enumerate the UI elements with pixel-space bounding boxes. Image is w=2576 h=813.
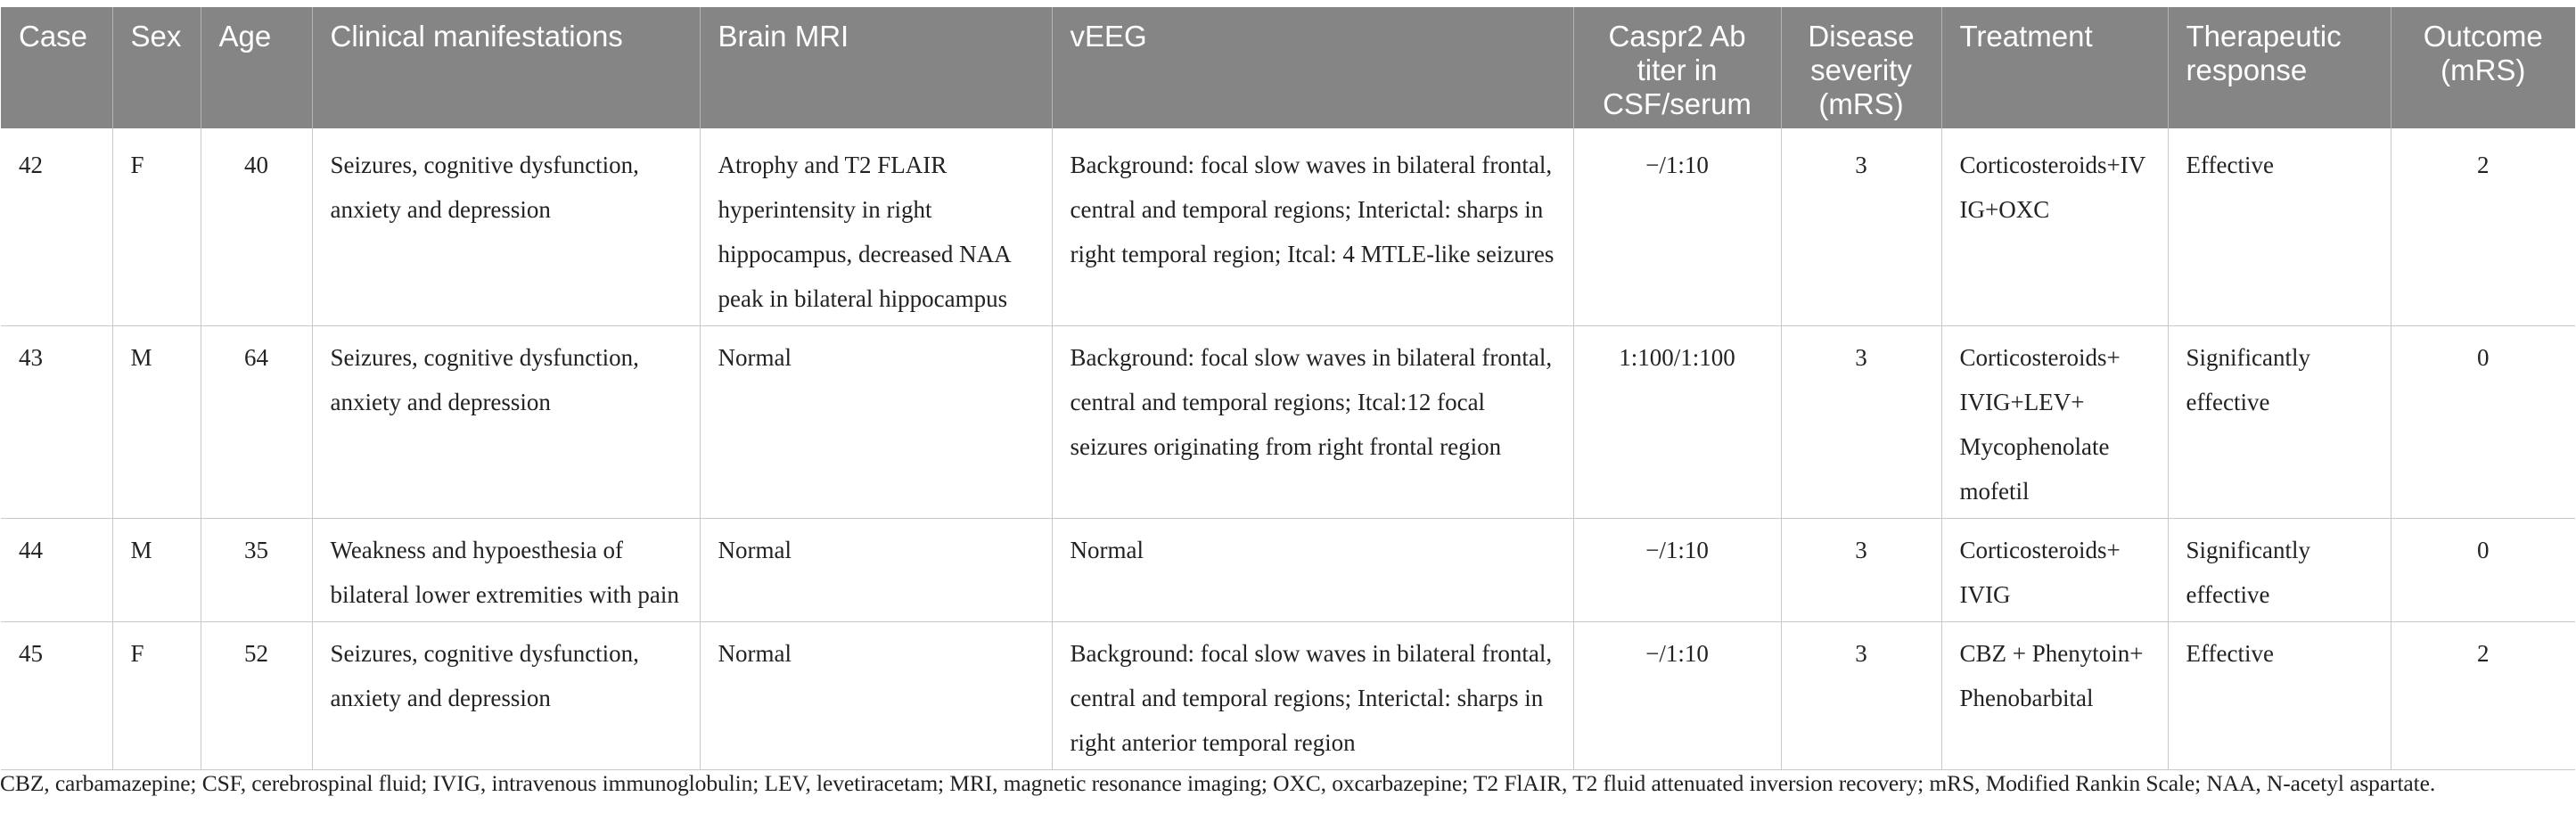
- cell-mri: Normal: [700, 519, 1052, 622]
- cell-case: 44: [1, 519, 112, 622]
- cell-treatment: Corticosteroids+ IVIG+LEV+ Mycophenolate mofetil: [1941, 326, 2168, 519]
- cell-sex: F: [112, 128, 201, 326]
- table-row: [1, 326, 2575, 519]
- cell-case: 45: [1, 622, 112, 770]
- clinical-data-table: [1, 7, 2575, 770]
- cell-sex: F: [112, 622, 201, 770]
- header-sex: Sex: [112, 7, 201, 128]
- header-brain-mri: Brain MRI: [700, 7, 1052, 128]
- header-treatment: Treatment: [1941, 7, 2168, 128]
- header-caspr2-titer: Caspr2 Ab titer in CSF/serum: [1573, 7, 1781, 128]
- cell-outcome: 2: [2391, 622, 2575, 770]
- table-row: [1, 128, 2575, 326]
- cell-age: 35: [201, 519, 312, 622]
- cell-response: Effective: [2168, 128, 2391, 326]
- cell-case: 42: [1, 128, 112, 326]
- header-age: Age: [201, 7, 312, 128]
- cell-clinical: Seizures, cognitive dysfunction, anxiety and depression: [312, 326, 700, 519]
- cell-response: Effective: [2168, 622, 2391, 770]
- cell-mri: Normal: [700, 326, 1052, 519]
- cell-mri: Atrophy and T2 FLAIR hyperintensity in right hippocampus, decreased NAA peak in bilateral hippocampus: [700, 128, 1052, 326]
- cell-severity: 3: [1781, 326, 1941, 519]
- header-outcome: Outcome (mRS): [2391, 7, 2575, 128]
- cell-outcome: 0: [2391, 326, 2575, 519]
- table-header-row: [1, 7, 2575, 128]
- cell-severity: 3: [1781, 622, 1941, 770]
- cell-titer: −/1:10: [1573, 519, 1781, 622]
- cell-veeg: Normal: [1052, 519, 1573, 622]
- header-clinical-manifestations: Clinical manifestations: [312, 7, 700, 128]
- cell-age: 52: [201, 622, 312, 770]
- cell-treatment: Corticosteroids+IVIG+OXC: [1941, 128, 2168, 326]
- cell-sex: M: [112, 519, 201, 622]
- cell-treatment: Corticosteroids+ IVIG: [1941, 519, 2168, 622]
- cell-response: Significantly effective: [2168, 326, 2391, 519]
- table-footnote: CBZ, carbamazepine; CSF, cerebrospinal fluid; IVIG, intravenous immunoglobulin; LEV, levetiracetam; MRI, magnetic resonance imaging; OXC, oxcarbazepine; T2 FlAIR, T2 fluid attenuated inversion recovery; mRS, Modified Rankin Scale; NAA, N-acetyl aspartate.: [0, 770, 2436, 796]
- cell-severity: 3: [1781, 519, 1941, 622]
- cell-age: 40: [201, 128, 312, 326]
- cell-titer: −/1:10: [1573, 622, 1781, 770]
- table-row: [1, 519, 2575, 622]
- header-therapeutic-response: Therapeutic response: [2168, 7, 2391, 128]
- cell-mri: Normal: [700, 622, 1052, 770]
- header-veeg: vEEG: [1052, 7, 1573, 128]
- cell-titer: −/1:10: [1573, 128, 1781, 326]
- cell-veeg: Background: focal slow waves in bilateral frontal, central and temporal regions; Itcal:12 focal seizures originating from right frontal region: [1052, 326, 1573, 519]
- cell-outcome: 0: [2391, 519, 2575, 622]
- cell-clinical: Seizures, cognitive dysfunction, anxiety and depression: [312, 128, 700, 326]
- cell-response: Significantly effective: [2168, 519, 2391, 622]
- cell-veeg: Background: focal slow waves in bilateral frontal, central and temporal regions; Interictal: sharps in right temporal region; Itcal: 4 MTLE-like seizures: [1052, 128, 1573, 326]
- cell-clinical: Seizures, cognitive dysfunction, anxiety and depression: [312, 622, 700, 770]
- cell-age: 64: [201, 326, 312, 519]
- cell-titer: 1:100/1:100: [1573, 326, 1781, 519]
- cell-severity: 3: [1781, 128, 1941, 326]
- cell-clinical: Weakness and hypoesthesia of bilateral lower extremities with pain: [312, 519, 700, 622]
- cell-case: 43: [1, 326, 112, 519]
- cell-outcome: 2: [2391, 128, 2575, 326]
- header-disease-severity: Disease severity (mRS): [1781, 7, 1941, 128]
- cell-sex: M: [112, 326, 201, 519]
- cell-treatment: CBZ + Phenytoin+ Phenobarbital: [1941, 622, 2168, 770]
- table-row: [1, 622, 2575, 770]
- header-case: Case: [1, 7, 112, 128]
- cell-veeg: Background: focal slow waves in bilateral frontal, central and temporal regions; Interictal: sharps in right anterior temporal region: [1052, 622, 1573, 770]
